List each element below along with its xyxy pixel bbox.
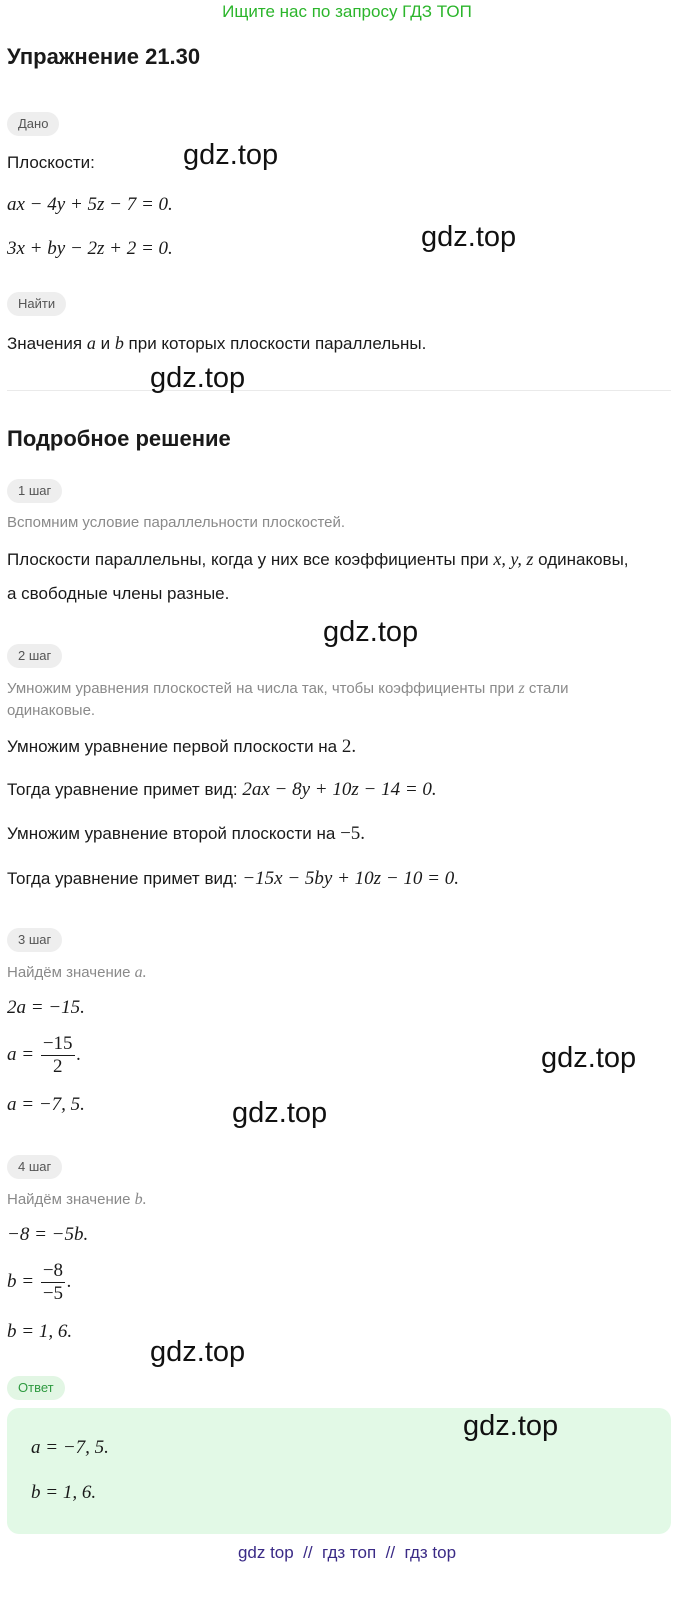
given-label: Плоскости:	[7, 153, 95, 172]
step3-math-2-lhs: a =	[7, 1043, 39, 1065]
answer-b: b = 1, 6.	[31, 1482, 97, 1503]
step3-fraction	[41, 1033, 75, 1078]
find-text-3: при которых плоскости параллельны.	[123, 334, 427, 353]
watermark: gdz.top	[323, 616, 419, 648]
step2-hint-1	[7, 676, 687, 702]
divider	[7, 390, 671, 391]
step1-pill: 1 шаг	[7, 479, 62, 503]
given-equation-1: ax − 4y + 5z − 7 = 0.	[7, 194, 173, 215]
find-badge	[7, 292, 66, 316]
answer-pill: Ответ	[7, 1376, 65, 1400]
step4-fraction-den: −5	[42, 1283, 64, 1304]
step4-hint-text: Найдём значение	[7, 1191, 135, 1208]
step2-line4-text: Тогда уравнение примет вид:	[7, 869, 243, 888]
search-banner[interactable]: Ищите нас по запросу ГДЗ ТОП	[222, 2, 472, 21]
find-text-1: Значения	[7, 334, 87, 353]
step4-math-1: −8 = −5b.	[7, 1224, 89, 1245]
step4-math-2	[7, 1260, 72, 1305]
step2-badge	[7, 644, 62, 668]
step3-math-1: 2a = −15.	[7, 997, 85, 1018]
step3-hint-text: Найдём значение	[7, 964, 135, 981]
step4-fraction	[41, 1260, 65, 1305]
step3-fraction-num: −15	[42, 1033, 73, 1054]
watermark: gdz.top	[463, 1410, 559, 1442]
step4-math-2-end: .	[67, 1270, 72, 1292]
step1-line2: а свободные члены разные.	[7, 584, 230, 603]
step4-pill: 4 шаг	[7, 1155, 62, 1179]
step2-hint-2: одинаковые.	[7, 702, 96, 719]
given-pill: Дано	[7, 112, 59, 136]
step3-pill: 3 шаг	[7, 928, 62, 952]
step2-line3-text: Умножим уравнение второй плоскости на	[7, 824, 341, 843]
page-title: Упражнение 21.30	[7, 44, 201, 69]
given-equation-2: 3x + by − 2z + 2 = 0.	[7, 238, 173, 259]
watermark: gdz.top	[150, 1336, 246, 1368]
step2-line2	[7, 777, 437, 803]
find-text	[7, 330, 426, 356]
step4-hint-math: b.	[134, 1191, 147, 1208]
step4-math-3: b = 1, 6.	[7, 1321, 73, 1342]
watermark: gdz.top	[232, 1097, 328, 1129]
answer-badge	[7, 1376, 65, 1400]
step2-pill: 2 шаг	[7, 644, 62, 668]
given-badge	[7, 112, 59, 136]
step1-badge	[7, 479, 62, 503]
watermark: gdz.top	[183, 139, 279, 171]
find-var-a: a	[86, 333, 96, 353]
step2-line2-text: Тогда уравнение примет вид:	[7, 780, 243, 799]
watermark: gdz.top	[541, 1042, 637, 1074]
step2-hint-1-text: Умножим уравнения плоскостей на числа так, чтобы коэффициенты при	[7, 680, 519, 697]
step2-line1-text: Умножим уравнение первой плоскости на	[7, 737, 342, 756]
watermark: gdz.top	[421, 221, 517, 253]
watermark: gdz.top	[150, 362, 246, 394]
step3-fraction-den: 2	[52, 1056, 63, 1077]
step2-line3-math: −5.	[340, 823, 366, 844]
step3-badge	[7, 928, 62, 952]
step2-line4	[7, 866, 459, 892]
step4-math-2-lhs: b =	[7, 1270, 39, 1292]
step4-fraction-num: −8	[42, 1260, 64, 1281]
step1-line1-end: одинаковы,	[533, 550, 629, 569]
answer-box	[7, 1408, 671, 1534]
step2-line4-math: −15x − 5by + 10z − 10 = 0.	[242, 868, 459, 889]
find-pill: Найти	[7, 292, 66, 316]
find-text-2: и	[95, 334, 115, 353]
step3-math-3: a = −7, 5.	[7, 1094, 85, 1115]
solution-title: Подробное решение	[7, 426, 231, 451]
step3-math-2-end: .	[76, 1043, 82, 1065]
step4-badge	[7, 1155, 62, 1179]
step2-line3	[7, 821, 365, 847]
step2-line1-math: 2.	[341, 736, 357, 757]
step2-line1	[7, 734, 356, 760]
step1-hint: Вспомним условие параллельности плоскостей.	[7, 514, 346, 531]
step2-hint-1-end: стали	[524, 680, 569, 697]
step4-hint	[7, 1187, 147, 1213]
find-var-b: b	[114, 333, 124, 353]
step1-line1	[7, 546, 687, 572]
footer-links[interactable]: gdz top // гдз топ // гдз top	[237, 1543, 457, 1562]
step1-line1-math: x, y, z	[493, 549, 534, 569]
step2-line2-math: 2ax − 8y + 10z − 14 = 0.	[242, 779, 437, 800]
step2-hint-1-math: z	[518, 680, 525, 697]
step3-hint-math: a.	[134, 964, 147, 981]
step3-math-2	[7, 1033, 81, 1078]
step3-hint	[7, 960, 147, 986]
step1-line1-text: Плоскости параллельны, когда у них все коэффициенты при	[7, 550, 494, 569]
answer-a: a = −7, 5.	[31, 1437, 109, 1458]
